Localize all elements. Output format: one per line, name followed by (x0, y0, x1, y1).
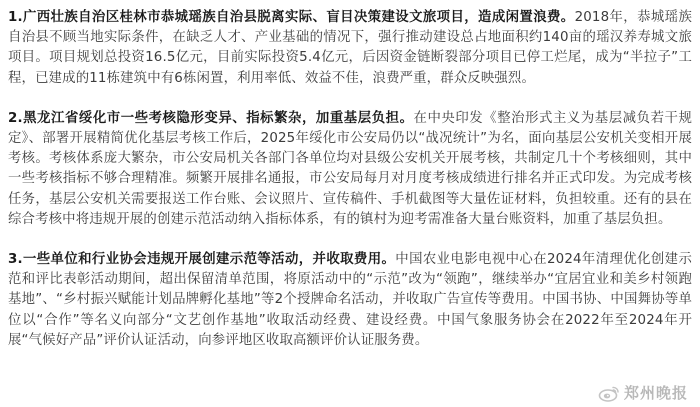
paragraph-1-text: 2018年，恭城瑶族自治县不顾当地实际条件，在缺乏人才、产业基础的情况下，强行推动建设总占地面积约140亩的瑶汉养寿城文旅项目。项目规划总投资16.5亿元，目前实际投资5.4亿元，后因资金链断裂部分项目已停工烂尾，成为“半拉子”工程，已建成的11栋建筑中有6栋闲置，利用率低、效益不佳，浪费严重，群众反映强烈。 (8, 10, 692, 86)
watermark-text: 郑州晚报 (623, 384, 688, 402)
paragraph-1-heading: 1.广西壮族自治区桂林市恭城瑶族自治县脱离实际、盲目决策建设文旅项目，造成闲置浪费。 (8, 10, 575, 25)
article-body (8, 6, 692, 351)
paragraph-3-heading: 3.一些单位和行业协会违规开展创建示范等活动，并收取费用。 (8, 252, 396, 268)
weibo-icon (598, 384, 620, 402)
paragraph-2-heading: 2.黑龙江省绥化市一些考核隐形变异、指标繁杂，加重基层负担。 (8, 110, 414, 126)
paragraph-1 (8, 8, 692, 89)
paragraph-3 (8, 250, 692, 351)
source-watermark (598, 382, 688, 403)
paragraph-2 (8, 109, 692, 230)
paragraph-3-text: 中国农业电影电视中心在2024年清理优化创建示范和评比表彰活动期间，超出保留清单范围，将原活动中的“示范”改为“领跑”，继续举办“宜居宜业和美乡村领跑基地”、“乡村振兴赋能计划品牌孵化基地”等2个授牌命名活动，并收取广告宣传等费用。中国书协、中国舞协等单位以“合作”等名义向部分“文艺创作基地”收取活动经费、建设经费。中国气象服务协会在2022年至2024年开展“气候好产品”评价认证活动，向参评地区收取高额评价认证服务费。 (8, 252, 692, 348)
paragraph-2-text: 在中央印发《整治形式主义为基层减负若干规定》、部署开展精简优化基层考核工作后，2025年绥化市公安局仍以“战况统计”为名，面向基层公安机关变相开展考核。考核体系庞大繁杂，市公安局机关各部门各单位均对县级公安机关开展考核，共制定几十个考核细则，其中一些考核指标不够合理精准。频繁开展排名通报，市公安局每月对月度考核成绩进行排名并正式印发。为完成考核任务，基层公安机关需要报送工作台账、会议照片、宣传稿件、手机截图等大量佐证材料，负担较重。还有的县在综合考核中将违规开展的创建示范活动纳入指标体系，有的镇村为迎考需准备大量台账资料，加重了基层负担。 (8, 110, 692, 227)
